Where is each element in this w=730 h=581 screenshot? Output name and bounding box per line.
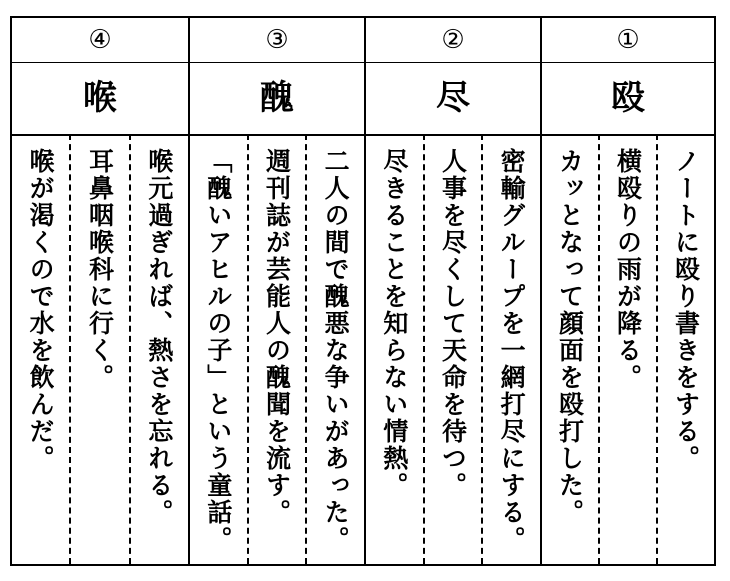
column-3	[188, 18, 364, 564]
column-number-cell	[12, 18, 188, 63]
sentence-slot	[131, 134, 188, 564]
example-sentence: 耳鼻咽喉科に行く。	[85, 148, 115, 391]
sentence-slot	[483, 134, 540, 564]
kanji-cell	[542, 62, 714, 136]
column-1	[540, 18, 714, 564]
kanji-worksheet	[10, 16, 716, 566]
sentence-area	[12, 134, 188, 564]
column-number: ③	[265, 25, 289, 55]
column-number-cell	[190, 18, 364, 63]
kanji-cell	[366, 62, 540, 136]
sentence-slot	[307, 134, 364, 564]
target-kanji: 尽	[436, 78, 470, 118]
sentence-slot	[249, 134, 308, 564]
sentence-slot	[190, 134, 249, 564]
example-sentence: 喉が渇くので水を飲んだ。	[26, 148, 56, 472]
sentence-area	[366, 134, 540, 564]
target-kanji: 殴	[611, 78, 645, 118]
example-sentence: 喉元過ぎれば、熱さを忘れる。	[144, 148, 174, 526]
target-kanji: 醜	[260, 78, 294, 118]
sentence-slot	[600, 134, 658, 564]
column-2	[364, 18, 540, 564]
example-sentence: 週刊誌が芸能人の醜聞を流す。	[262, 148, 292, 526]
sentence-slot	[542, 134, 600, 564]
sentence-slot	[366, 134, 425, 564]
example-sentence: 「醜いアヒルの子」という童話。	[203, 148, 233, 553]
sentence-area	[190, 134, 364, 564]
example-sentence: 二人の間で醜悪な争いがあった。	[321, 148, 351, 553]
column-number: ④	[88, 25, 112, 55]
column-number-cell	[366, 18, 540, 63]
example-sentence: 密輸グループを一網打尽にする。	[497, 148, 527, 553]
sentence-slot	[658, 134, 714, 564]
kanji-cell	[190, 62, 364, 136]
example-sentence: カッとなって顔面を殴打した。	[555, 148, 585, 526]
column-4	[12, 18, 188, 564]
target-kanji: 喉	[83, 78, 117, 118]
example-sentence: 横殴りの雨が降る。	[613, 148, 643, 391]
example-sentence: 人事を尽くして天命を待つ。	[438, 148, 468, 499]
example-sentence: ノートに殴り書きをする。	[671, 148, 701, 472]
sentence-slot	[425, 134, 484, 564]
column-number: ②	[441, 25, 465, 55]
example-sentence: 尽きることを知らない情熱。	[379, 148, 409, 499]
sentence-slot	[71, 134, 130, 564]
column-number-cell	[542, 18, 714, 63]
sentence-slot	[12, 134, 71, 564]
kanji-cell	[12, 62, 188, 136]
sentence-area	[542, 134, 714, 564]
column-number: ①	[616, 25, 640, 55]
